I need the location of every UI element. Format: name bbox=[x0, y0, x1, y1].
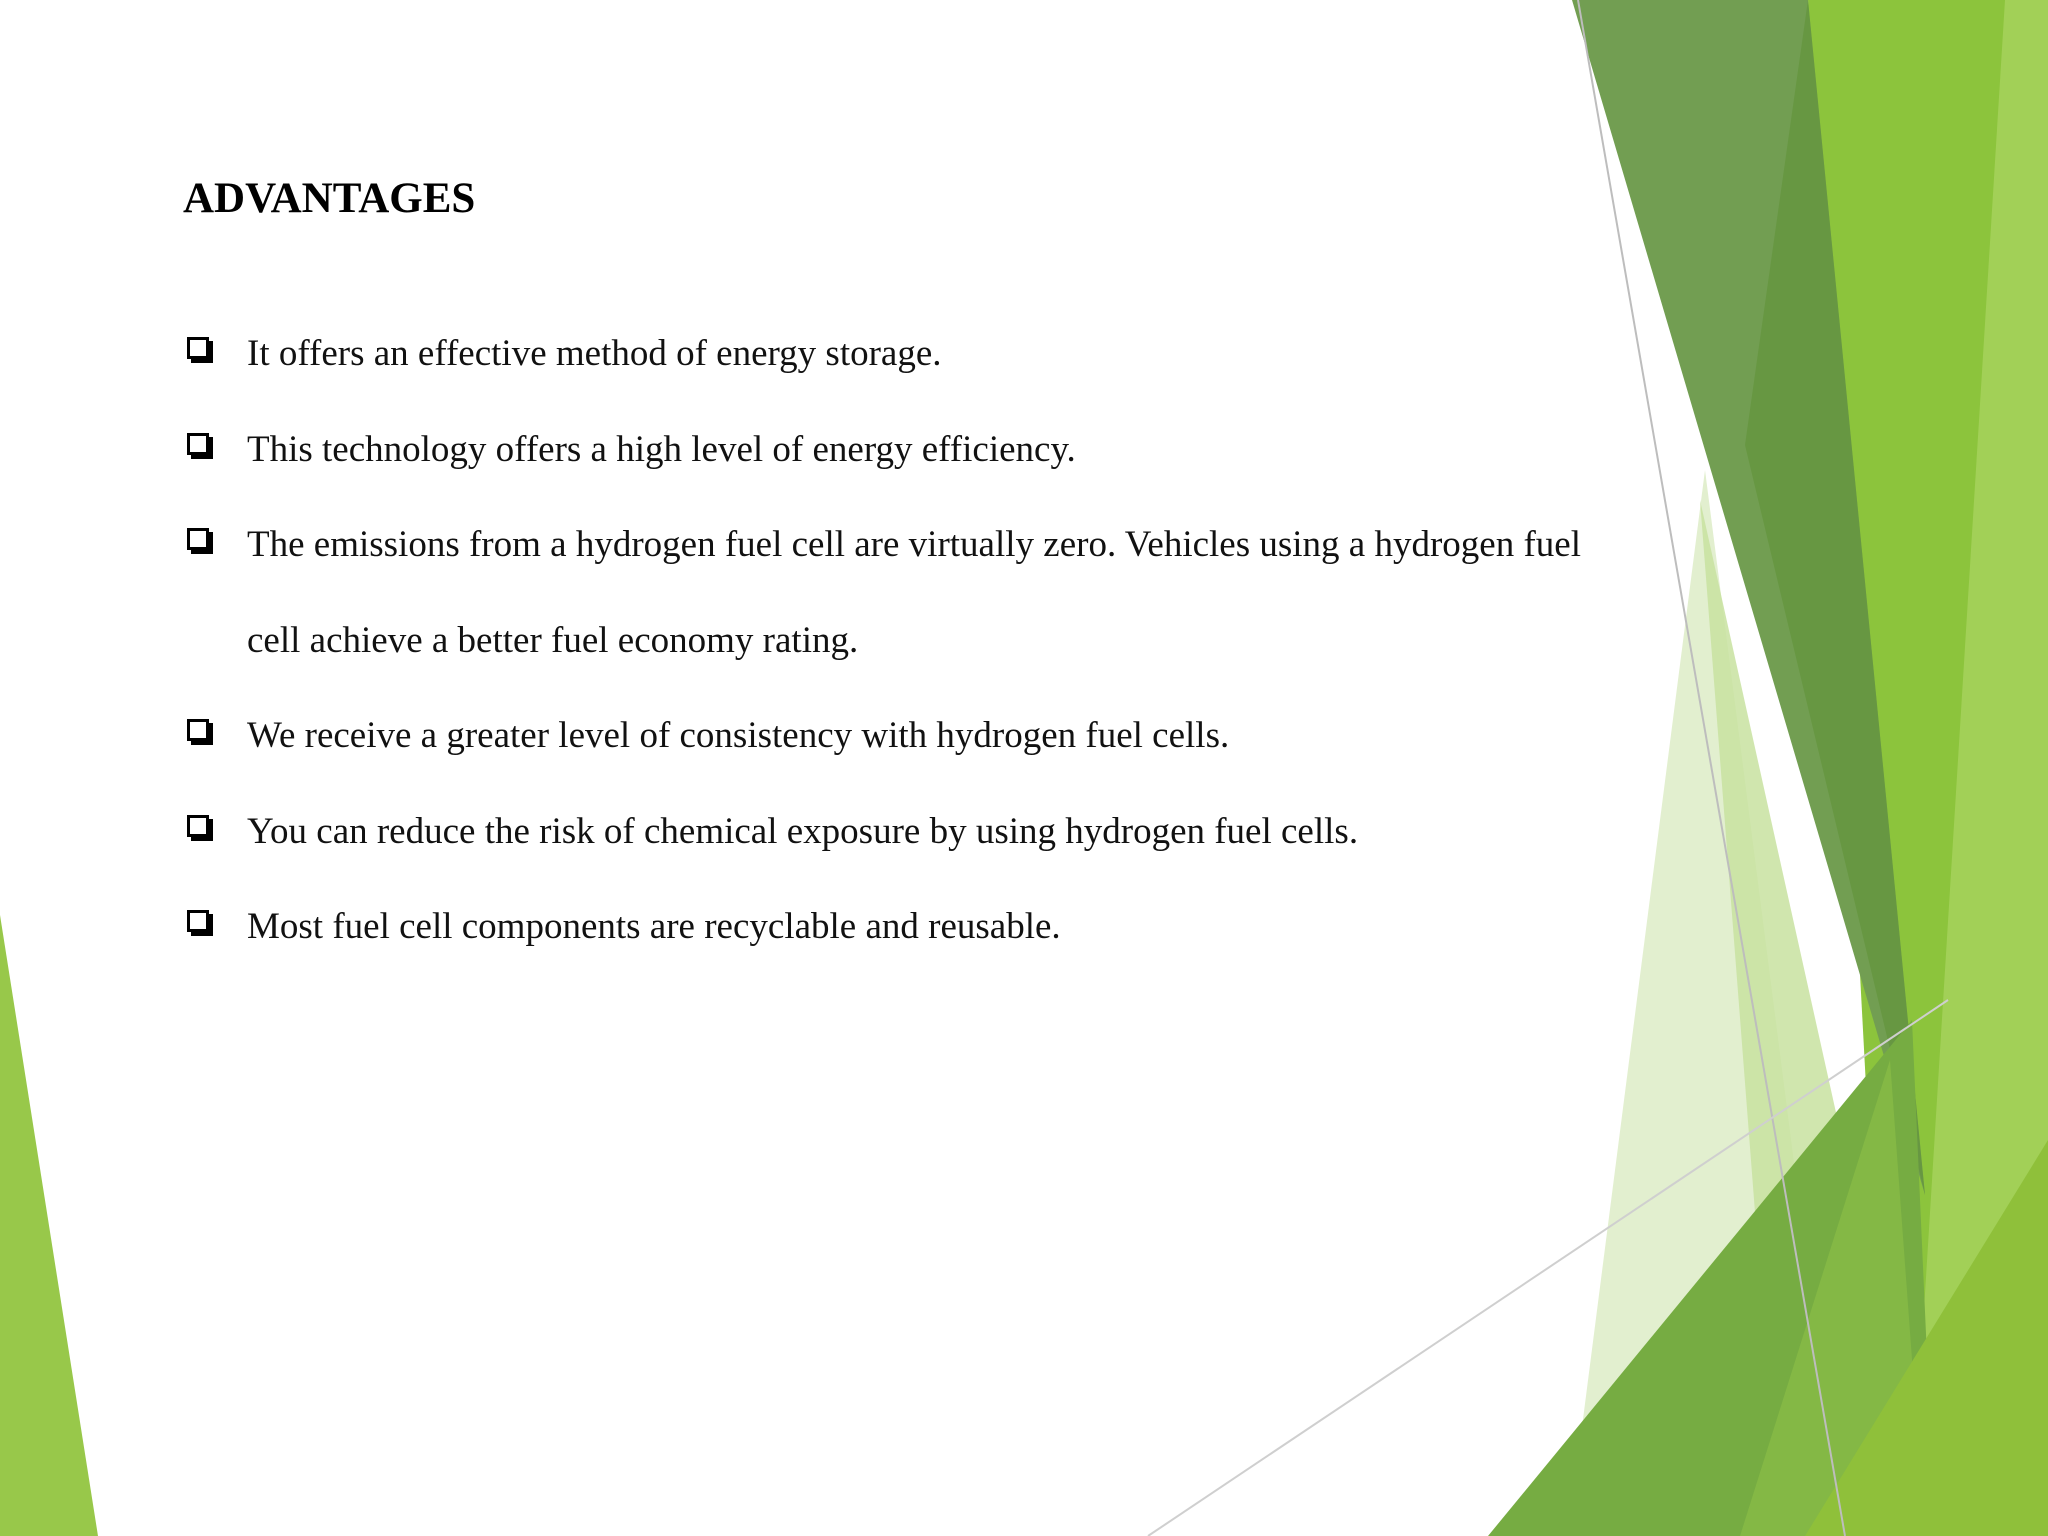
list-item-text: This technology offers a high level of energy efficiency. bbox=[247, 428, 1076, 470]
slide-title: ADVANTAGES bbox=[183, 175, 476, 222]
list-item-text: We receive a greater level of consistency with hydrogen fuel cells. bbox=[247, 715, 1230, 756]
list-item-text: The emissions from a hydrogen fuel cell are virtually zero. Vehicles using a hydrogen fuel cell achieve a better fuel economy rating. bbox=[247, 524, 1581, 661]
left-green-sliver bbox=[0, 915, 98, 1536]
advantages-list bbox=[183, 306, 1643, 975]
list-item bbox=[183, 688, 1643, 784]
checkbox-icon bbox=[187, 815, 209, 837]
checkbox-icon bbox=[187, 910, 209, 932]
list-item bbox=[183, 784, 1643, 880]
list-item bbox=[183, 879, 1643, 975]
checkbox-icon bbox=[187, 719, 209, 741]
list-item bbox=[183, 497, 1643, 688]
list-item bbox=[183, 402, 1643, 498]
checkbox-icon bbox=[187, 528, 209, 550]
list-item-text: Most fuel cell components are recyclable and reusable. bbox=[247, 906, 1061, 947]
checkbox-icon bbox=[187, 433, 209, 455]
list-item bbox=[183, 306, 1643, 402]
list-item-text: You can reduce the risk of chemical exposure by using hydrogen fuel cells. bbox=[247, 810, 1359, 852]
list-item-text: It offers an effective method of energy storage. bbox=[247, 333, 942, 374]
checkbox-icon bbox=[187, 337, 209, 359]
